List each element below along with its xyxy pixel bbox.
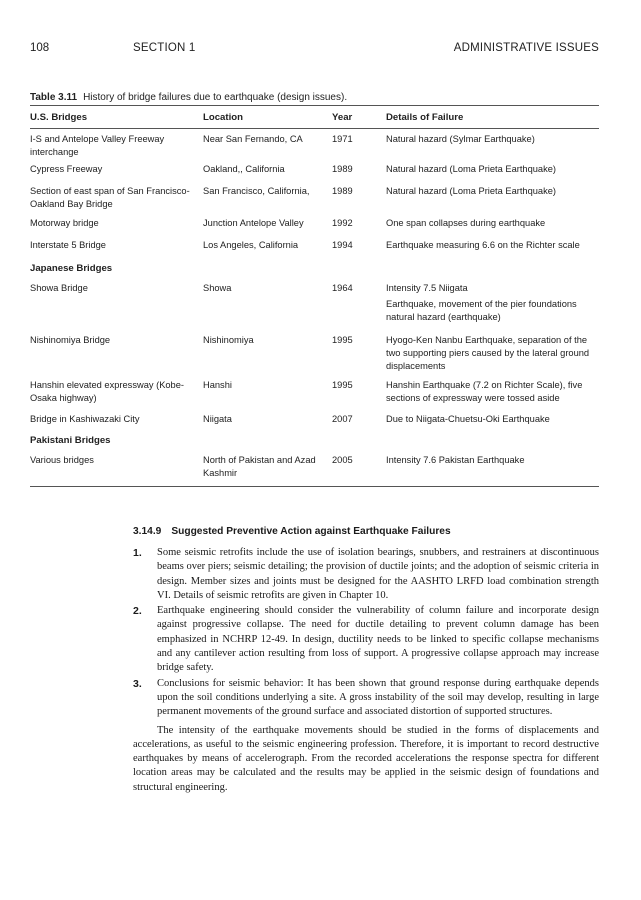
location-cell: Junction Antelope Valley bbox=[203, 218, 304, 228]
details-cell bbox=[386, 282, 599, 324]
details-cell: Hanshin Earthquake (7.2 on Richter Scale), five sections of expressway were tossed aside bbox=[386, 380, 583, 403]
list-item bbox=[133, 677, 599, 720]
table-row bbox=[30, 282, 599, 334]
section-title: Suggested Preventive Action against Earthquake Failures bbox=[171, 526, 451, 537]
details-cell: Due to Niigata-Chuetsu-Oki Earthquake bbox=[386, 414, 550, 424]
year-cell: 1995 bbox=[332, 380, 353, 390]
year-cell: 1971 bbox=[332, 134, 353, 144]
table-row bbox=[30, 133, 599, 163]
details-cell: Natural hazard (Loma Prieta Earthquake) bbox=[386, 164, 557, 174]
page-number: 108 bbox=[30, 42, 50, 54]
list-item-number: 1. bbox=[133, 547, 142, 559]
details-cell: Hyogo-Ken Nanbu Earthquake, separation of the two supporting piers caused by the lateral ground displacements bbox=[386, 335, 590, 371]
table-bottom-rule bbox=[30, 486, 599, 487]
table-row bbox=[30, 334, 599, 379]
location-cell: North of Pakistan and Azad Kashmir bbox=[203, 455, 316, 478]
table-label: Table 3.11 bbox=[30, 92, 78, 103]
list-item bbox=[133, 546, 599, 603]
location-cell: Oakland,, California bbox=[203, 164, 285, 174]
year-cell: 1992 bbox=[332, 218, 353, 228]
table-row bbox=[30, 379, 599, 413]
location-cell: Los Angeles, California bbox=[203, 240, 299, 250]
table-row bbox=[30, 239, 599, 257]
location-cell: Near San Fernando, CA bbox=[203, 134, 303, 144]
year-cell: 1989 bbox=[332, 186, 353, 196]
bridge-cell: I-S and Antelope Valley Freeway interchange bbox=[30, 134, 165, 157]
group-heading-label: Japanese Bridges bbox=[30, 263, 113, 274]
list-item-text: Conclusions for seismic behavior: It has been shown that ground response during earthquake depends upon the soil conditions underlying a site. A gross instability of the soil may develop, resulting in large permanent movements of the ground surface and associated distortion of supported structures. bbox=[157, 677, 599, 718]
group-heading-japanese bbox=[30, 257, 599, 280]
location-cell: San Francisco, California, bbox=[203, 186, 310, 196]
year-cell: 1964 bbox=[332, 283, 353, 293]
running-title: ADMINISTRATIVE ISSUES bbox=[453, 42, 599, 54]
details-cell: Earthquake measuring 6.6 on the Richter scale bbox=[386, 240, 580, 250]
details-line: Earthquake, movement of the pier foundations natural hazard (earthquake) bbox=[386, 299, 577, 322]
location-cell: Hanshi bbox=[203, 380, 232, 390]
year-cell: 2007 bbox=[332, 414, 353, 424]
bridge-cell: Motorway bridge bbox=[30, 218, 99, 228]
location-cell: Nishinomiya bbox=[203, 335, 254, 345]
list-item-text: Earthquake engineering should consider the vulnerability of column failure and incorporate design against progressive collapse. The need for ductile detailing to prevent column damage has been emphasized in NCHRP 12-49. In design, ductility needs to be linked to specific collapse mechanisms and any cantilever action resulting from loss of support. A progressive collapse approach may increase bridge safety. bbox=[157, 605, 599, 674]
column-header-year: Year bbox=[332, 112, 353, 123]
bridge-cell: Various bridges bbox=[30, 455, 94, 465]
details-cell: Natural hazard (Loma Prieta Earthquake) bbox=[386, 186, 557, 196]
location-cell: Niigata bbox=[203, 414, 232, 424]
section-label: SECTION 1 bbox=[133, 42, 196, 54]
bridge-cell: Hanshin elevated expressway (Kobe-Osaka highway) bbox=[30, 380, 184, 403]
bridge-cell: Section of east span of San Francisco-Oakland Bay Bridge bbox=[30, 186, 190, 209]
group-heading-pakistani bbox=[30, 429, 599, 452]
details-cell: One span collapses during earthquake bbox=[386, 218, 546, 228]
list-item-number: 3. bbox=[133, 677, 142, 690]
table-header-rule bbox=[30, 128, 599, 129]
location-cell: Showa bbox=[203, 283, 232, 293]
table-row bbox=[30, 185, 599, 217]
year-cell: 2005 bbox=[332, 455, 353, 465]
bridge-failure-table bbox=[30, 105, 599, 487]
group-heading-label: Pakistani Bridges bbox=[30, 435, 111, 446]
details-cell: Natural hazard (Sylmar Earthquake) bbox=[386, 134, 535, 144]
column-header-location: Location bbox=[203, 112, 243, 123]
bridge-cell: Interstate 5 Bridge bbox=[30, 240, 106, 250]
section-heading bbox=[133, 526, 599, 537]
closing-paragraph: The intensity of the earthquake movements should be studied in the forms of displacements and accelerations, as useful to the seismic engineering profession. Therefore, it is important to record destructive earthquakes by means of accelerograph. From the recorded accelerations the response spectra for different location areas may be calculated and the results may be applied in the seismic design of foundations and structural engineering. bbox=[133, 724, 599, 793]
year-cell: 1994 bbox=[332, 240, 353, 250]
list-item bbox=[133, 604, 599, 675]
list-item-number: 2. bbox=[133, 605, 142, 618]
details-line: Intensity 7.5 Niigata bbox=[386, 283, 468, 293]
year-cell: 1995 bbox=[332, 335, 353, 345]
bridge-cell: Cypress Freeway bbox=[30, 164, 103, 174]
column-header-bridge: U.S. Bridges bbox=[30, 112, 88, 123]
details-cell: Intensity 7.6 Pakistan Earthquake bbox=[386, 455, 525, 465]
table-row bbox=[30, 413, 599, 429]
list-item-text: Some seismic retrofits include the use of isolation bearings, snubbers, and restrainers at discontinuous beams over piers; seismic detailing; the provision of ductile joints; and the adoption of seismic criteria in design. Member sizes and joints must be designed for the AASHTO LRFD load combination strength VI. Details of seismic retrofits are given in Chapter 10. bbox=[157, 547, 599, 601]
table-caption-text: History of bridge failures due to earthquake (design issues). bbox=[83, 92, 348, 103]
bridge-cell: Nishinomiya Bridge bbox=[30, 335, 111, 345]
year-cell: 1989 bbox=[332, 164, 353, 174]
table-caption bbox=[30, 92, 347, 103]
column-header-details: Details of Failure bbox=[386, 112, 464, 123]
section-number: 3.14.9 bbox=[133, 526, 162, 537]
table-row bbox=[30, 163, 599, 185]
section-body bbox=[133, 526, 599, 795]
table-row bbox=[30, 454, 599, 486]
bridge-cell: Showa Bridge bbox=[30, 283, 88, 293]
bridge-cell: Bridge in Kashiwazaki City bbox=[30, 414, 140, 424]
table-row bbox=[30, 217, 599, 239]
table-header-row bbox=[30, 106, 599, 128]
